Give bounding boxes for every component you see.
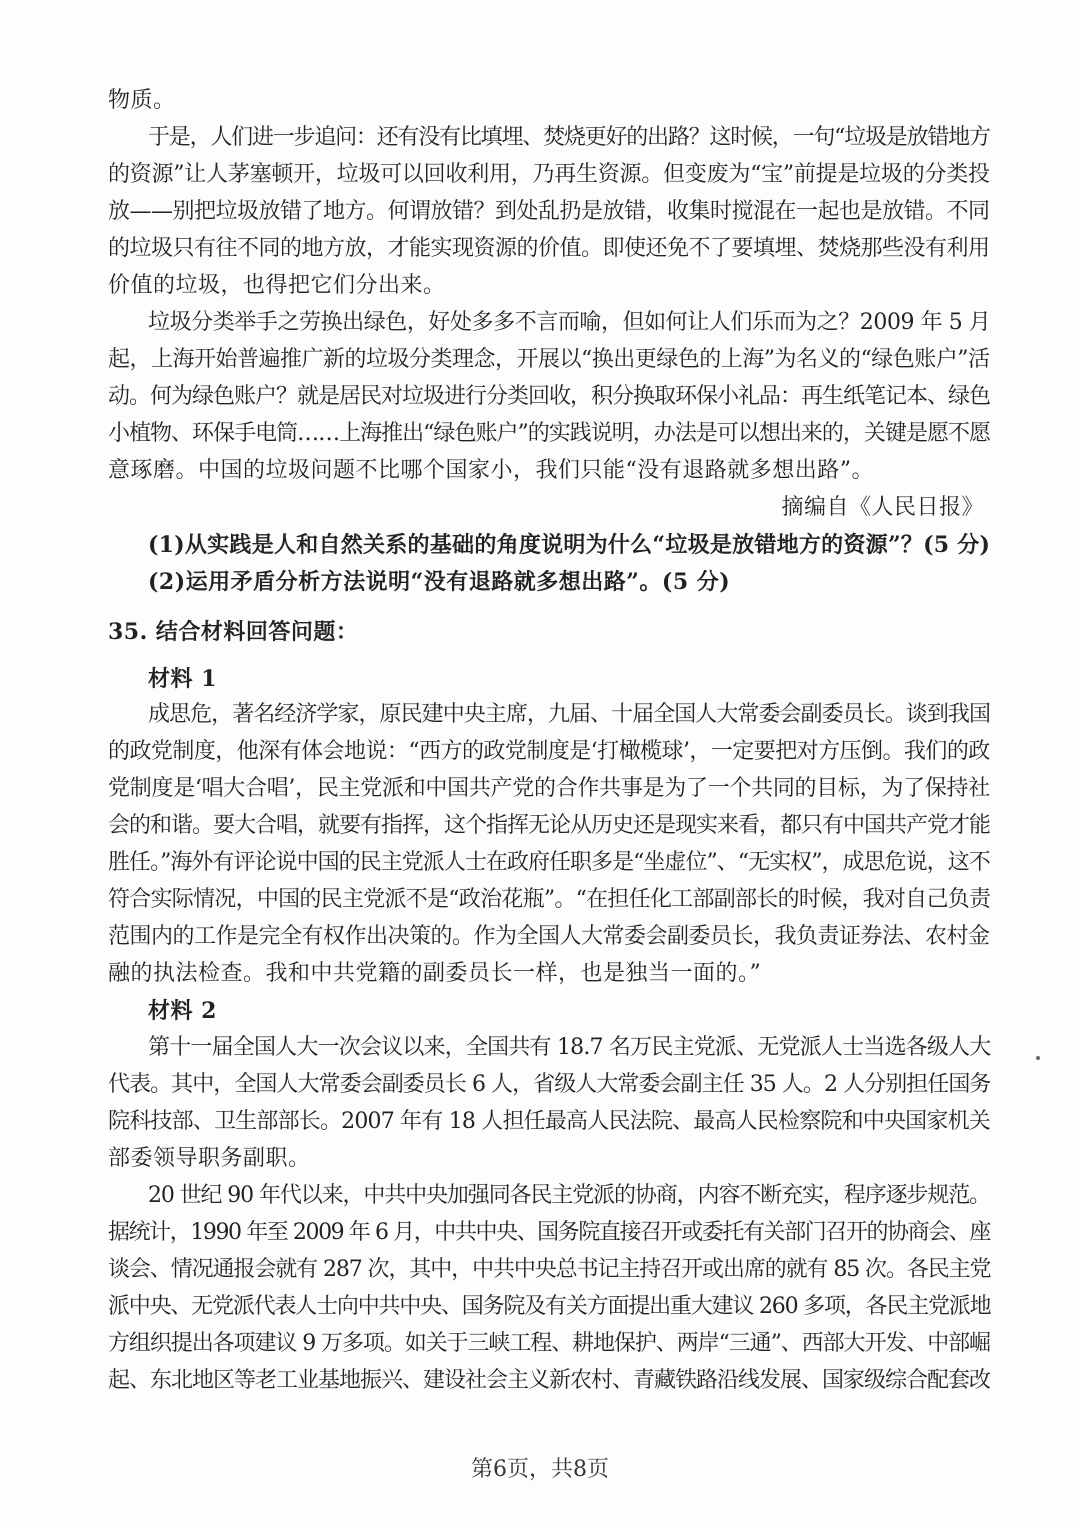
text-line: 的垃圾只有往不同的地方放，才能实现资源的价值。即使还免不了要填埋、焚烧那些没有利用 xyxy=(108,236,990,261)
text-line: 于是，人们进一步追问：还有没有比填埋、焚烧更好的出路？这时候，一句“垃圾是放错地方 xyxy=(148,125,990,150)
text-line: 第十一届全国人大一次会议以来，全国共有 18.7 名万民主党派、无党派人士当选各级人大 xyxy=(148,1035,991,1060)
page-footer: 第6页，共8页 xyxy=(471,1457,609,1482)
text-line: 20 世纪 90 年代以来，中共中央加强同各民主党派的协商，内容不断充实，程序逐步规范。 xyxy=(148,1183,990,1208)
text-line: 成思危，著名经济学家，原民建中央主席，九届、十届全国人大常委会副委员长。谈到我国 xyxy=(148,702,991,727)
question-35-title: 35. 结合材料回答问题： xyxy=(108,619,359,645)
text-line: 会的和谐。要大合唱，就要有指挥，这个指挥无论从历史还是现实来看，都只有中国共产党才能 xyxy=(108,813,991,838)
text-line: 物质。 xyxy=(108,88,176,113)
text-line: 代表。其中，全国人大常委会副委员长 6 人，省级人大常委会副主任 35 人。2 人分别担任国务 xyxy=(108,1072,991,1097)
text-line: 融的执法检查。我和中共党籍的副委员长一样，也是独当一面的。” xyxy=(108,961,762,986)
text-line: 的资源”让人茅塞顿开，垃圾可以回收利用，乃再生资源。但变废为“宝”前提是垃圾的分类投 xyxy=(108,162,990,187)
question-1: (1)从实践是人和自然关系的基础的角度说明为什么“垃圾是放错地方的资源”？(5 分) xyxy=(148,532,991,558)
text-line: 小植物、环保手电筒……上海推出“绿色账户”的实践说明，办法是可以想出来的，关键是愿不愿 xyxy=(108,421,990,446)
text-line: 方组织提出各项建议 9 万多项。如关于三峡工程、耕地保护、两岸“三通”、西部大开发、中部崛 xyxy=(108,1331,990,1356)
question-2: (2)运用矛盾分析方法说明“没有退路就多想出路”。(5 分) xyxy=(148,569,731,595)
text-line: 院科技部、卫生部部长。2007 年有 18 人担任最高人民法院、最高人民检察院和中央国家机关 xyxy=(108,1109,990,1134)
text-line: 部委领导职务副职。 xyxy=(108,1146,311,1171)
text-line: 据统计，1990 年至 2009 年 6 月，中共中央、国务院直接召开或委托有关部门召开的协商会、座 xyxy=(108,1220,990,1245)
text-line: 意琢磨。中国的垃圾问题不比哪个国家小，我们只能“没有退路就多想出路”。 xyxy=(108,458,874,483)
text-line: 的政党制度，他深有体会地说：“西方的政党制度是‘打橄榄球’，一定要把对方压倒。我们的政 xyxy=(108,739,990,764)
material-2-label: 材料 2 xyxy=(148,998,217,1024)
text-line: 党制度是‘唱大合唱’，民主党派和中国共产党的合作共事是为了一个共同的目标，为了保持社 xyxy=(108,776,990,801)
text-line: 价值的垃圾，也得把它们分出来。 xyxy=(108,273,446,298)
source-citation: 摘编自《人民日报》 xyxy=(781,495,984,520)
text-line: 范围内的工作是完全有权作出决策的。作为全国人大常委会副委员长，我负责证券法、农村金 xyxy=(108,924,990,949)
text-line: 胜任。”海外有评论说中国的民主党派人士在政府任职多是“坐虚位”、“无实权”，成思危说，这不 xyxy=(108,850,990,875)
text-line: 垃圾分类举手之劳换出绿色，好处多多不言而喻，但如何让人们乐而为之？2009 年 5 月 xyxy=(148,310,991,335)
text-line: 动。何为绿色账户？就是居民对垃圾进行分类回收，积分换取环保小礼品：再生纸笔记本、绿色 xyxy=(108,384,991,409)
text-line: 谈会、情况通报会就有 287 次，其中，中共中央总书记主持召开或出席的就有 85 次。各民主党 xyxy=(108,1257,991,1282)
material-1-label: 材料 1 xyxy=(148,666,217,692)
text-line: 派中央、无党派代表人士向中共中央、国务院及有关方面提出重大建议 260 多项，各民主党派地 xyxy=(108,1294,991,1319)
text-line: 放——别把垃圾放错了地方。何谓放错？到处乱扔是放错，收集时搅混在一起也是放错。不同 xyxy=(108,199,990,224)
text-line: 符合实际情况，中国的民主党派不是“政治花瓶”。“在担任化工部副部长的时候，我对自己负责 xyxy=(108,887,991,912)
text-line: 起，上海开始普遍推广新的垃圾分类理念，开展以“换出更绿色的上海”为名义的“绿色账户”活 xyxy=(108,347,990,372)
scan-speck xyxy=(1036,1056,1040,1060)
text-line: 起、东北地区等老工业基地振兴、建设社会主义新农村、青藏铁路沿线发展、国家级综合配套改 xyxy=(108,1368,991,1393)
